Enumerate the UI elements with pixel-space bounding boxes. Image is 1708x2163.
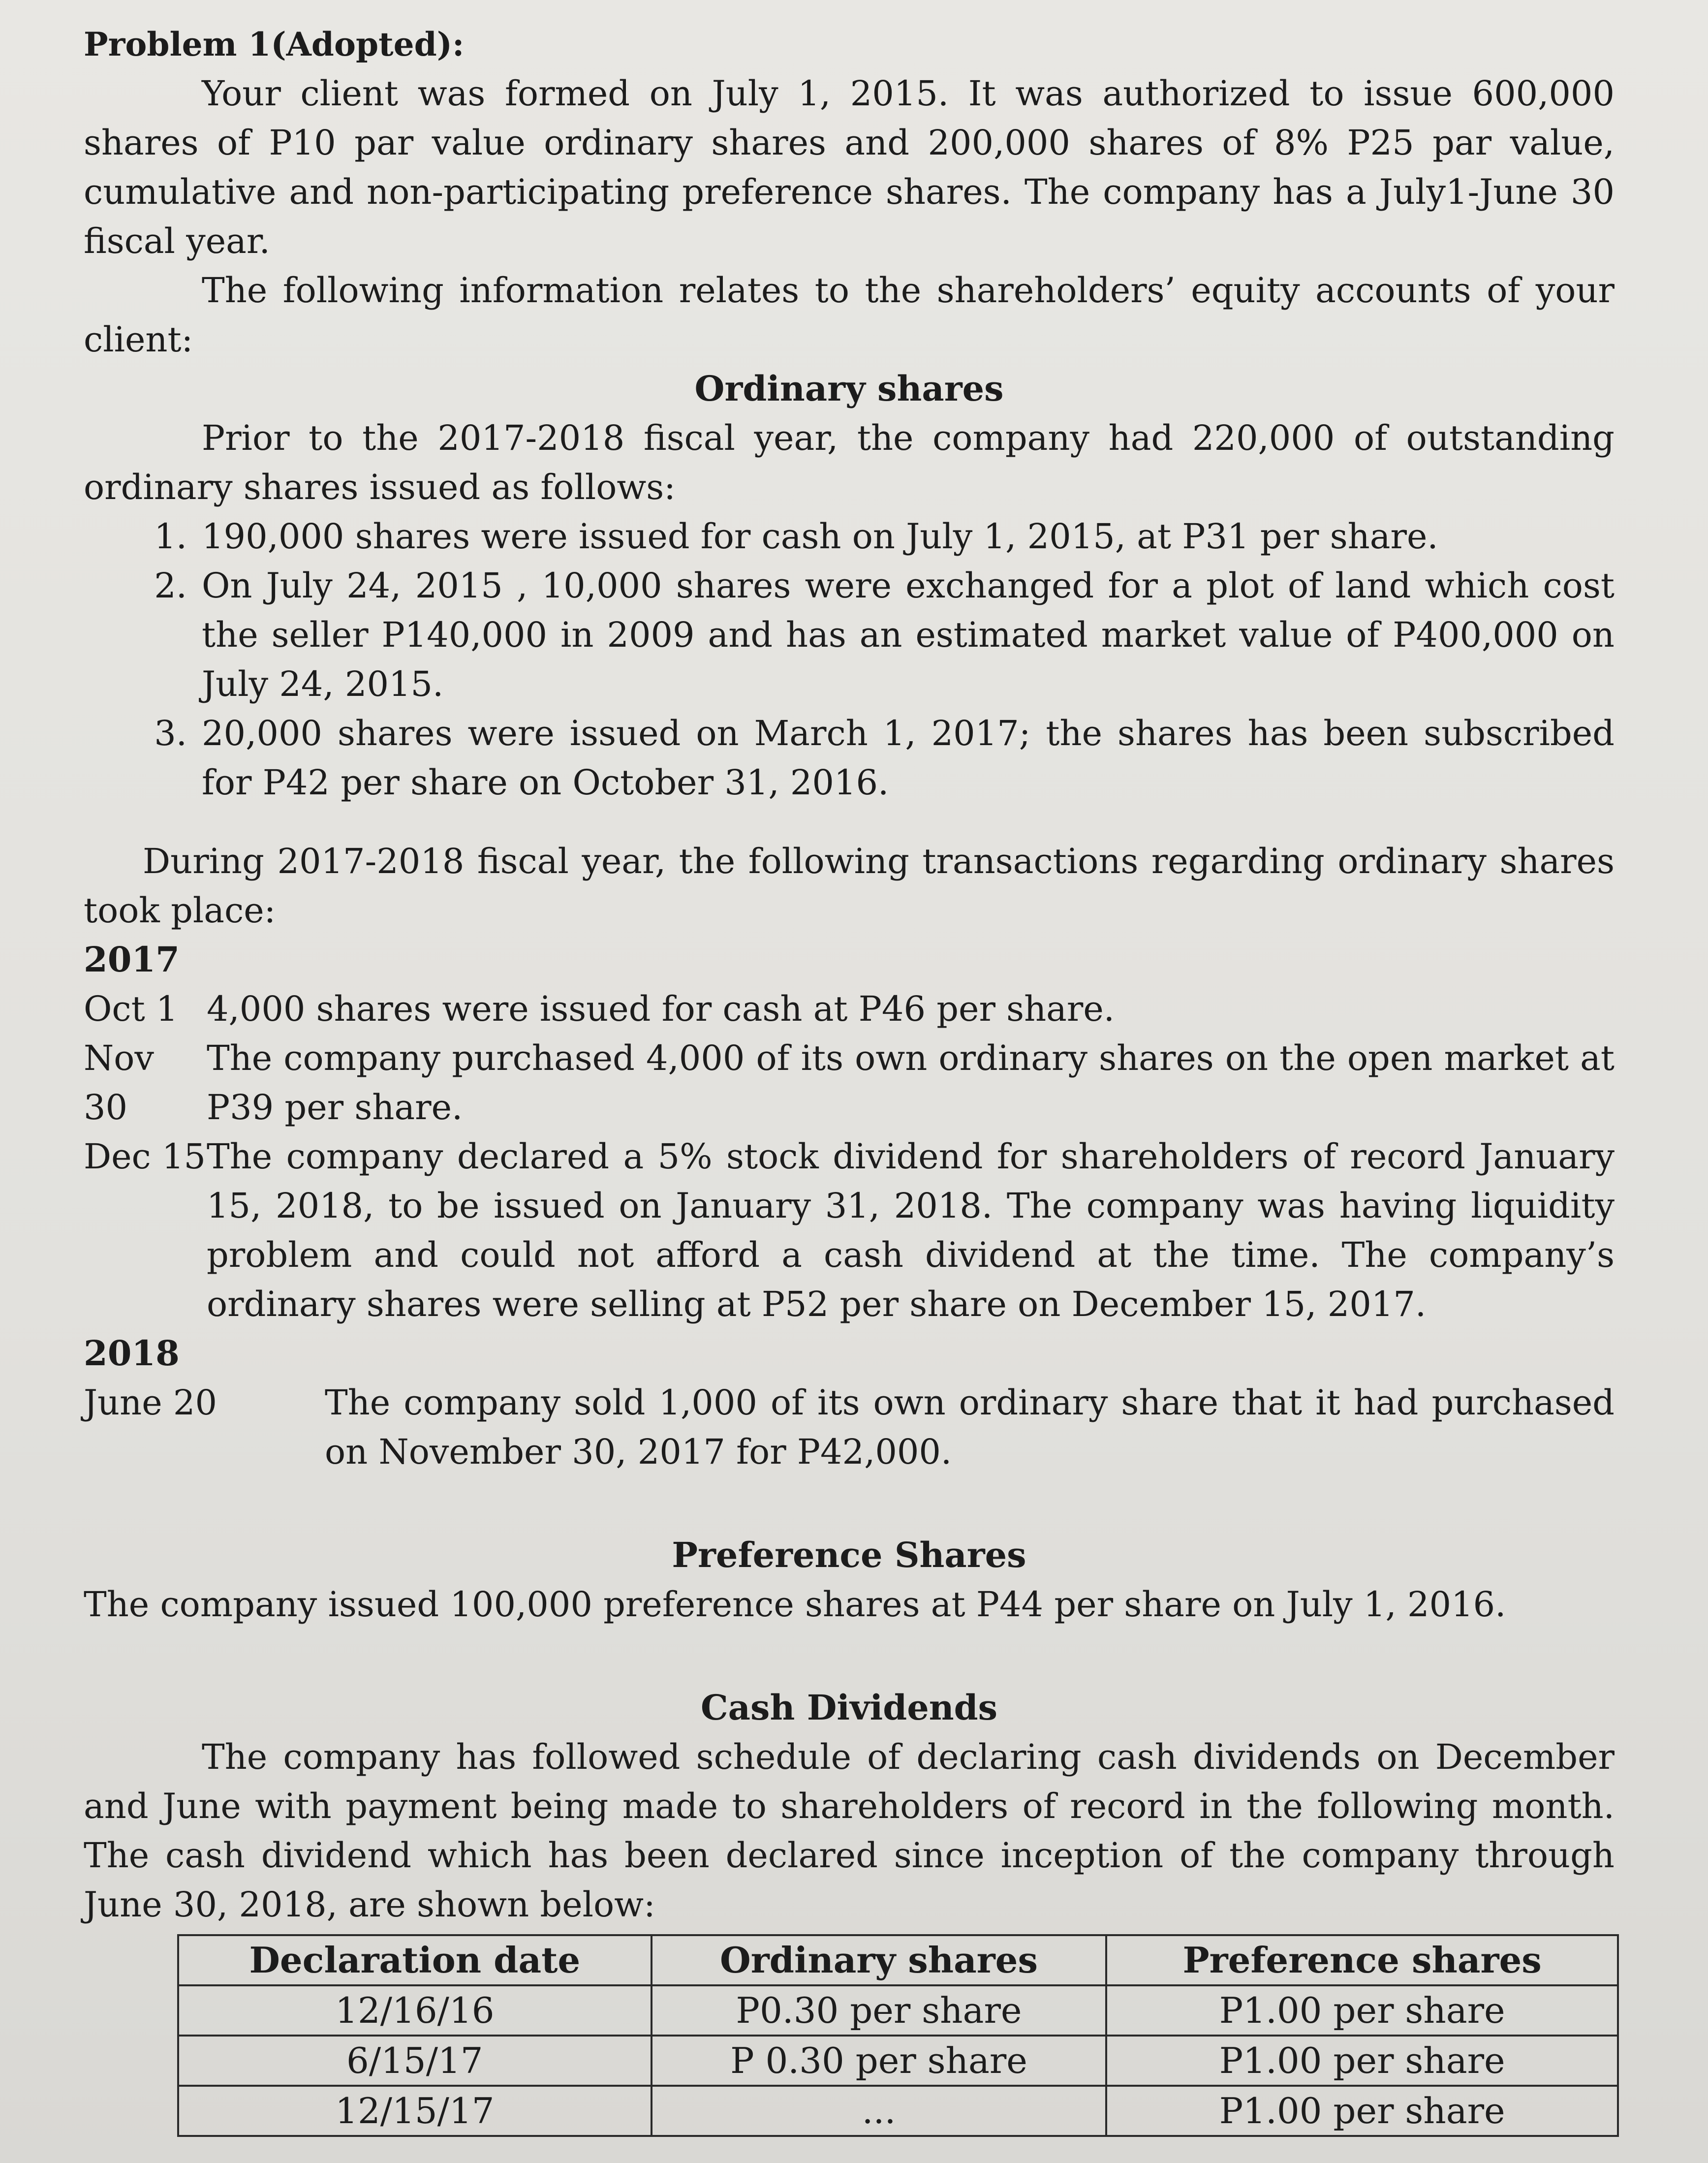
prior-paragraph: Prior to the 2017-2018 fiscal year, the company had 220,000 of outstanding ordinary shares issued as follows: [84, 418, 1615, 507]
table-row [178, 2036, 1618, 2086]
transaction-date: Oct 1 [84, 989, 178, 1029]
preference-paragraph: The company issued 100,000 preference shares at P44 per share on July 1, 2016. [84, 1584, 1506, 1625]
year-2017: 2017 [84, 939, 180, 980]
list-item [84, 561, 1615, 709]
dividends-table [177, 1934, 1619, 2137]
transaction-nov30 [84, 1034, 1615, 1132]
list-item [84, 512, 1615, 561]
table-cell: ... [652, 2086, 1107, 2136]
list-item [84, 709, 1615, 807]
list-item-number: 1. [154, 516, 187, 557]
transaction-dec15 [84, 1132, 1615, 1329]
problem-title: Problem 1(Adopted): [84, 25, 465, 63]
table-cell: 12/15/17 [178, 2086, 652, 2136]
during-paragraph: During 2017-2018 fiscal year, the following transactions regarding ordinary shares took place: [84, 841, 1615, 931]
table-header-cell: Ordinary shares [652, 1935, 1107, 1985]
transaction-text: 4,000 shares were issued for cash at P46 per share. [207, 989, 1115, 1029]
info-paragraph: The following information relates to the shareholders’ equity accounts of your client: [84, 270, 1615, 360]
transaction-text: The company purchased 4,000 of its own ordinary shares on the open market at P39 per share. [207, 1038, 1615, 1128]
list-item-number: 2. [154, 565, 187, 606]
list-item-number: 3. [154, 713, 187, 753]
table-row [178, 2086, 1618, 2136]
issuance-list [84, 512, 1615, 807]
cash-dividends-heading: Cash Dividends [700, 1687, 998, 1728]
list-item-text: On July 24, 2015 , 10,000 shares were exchanged for a plot of land which cost the seller P140,000 in 2009 and has an estimated market value of P400,000 on July 24, 2015. [202, 565, 1615, 704]
table-cell: P 0.30 per share [652, 2036, 1107, 2086]
table-header-cell: Declaration date [178, 1935, 652, 1985]
table-cell: P1.00 per share [1106, 2086, 1618, 2136]
transaction-text: The company sold 1,000 of its own ordinary share that it had purchased on November 30, 2017 for P42,000. [325, 1382, 1615, 1472]
table-header-row [178, 1935, 1618, 1985]
table-header-cell: Preference shares [1106, 1935, 1618, 1985]
table-cell: P0.30 per share [652, 1985, 1107, 2036]
transaction-date: Nov 30 [84, 1038, 154, 1128]
cash-dividends-paragraph: The company has followed schedule of declaring cash dividends on December and June with payment being made to shareholders of record in the following month. The cash dividend which has been declared since inception of the company through June 30, 2018, are shown below: [84, 1737, 1615, 1925]
year-2018: 2018 [84, 1333, 180, 1374]
transaction-oct1 [84, 984, 1615, 1034]
ordinary-shares-heading: Ordinary shares [694, 368, 1004, 409]
list-item-text: 20,000 shares were issued on March 1, 2017; the shares has been subscribed for P42 per share on October 31, 2016. [202, 713, 1615, 803]
table-row [178, 1985, 1618, 2036]
transaction-date: June 20 [84, 1382, 217, 1423]
table-cell: 6/15/17 [178, 2036, 652, 2086]
transaction-date: Dec 15 [84, 1136, 206, 1177]
transaction-jun20 [84, 1378, 1615, 1476]
intro-paragraph: Your client was formed on July 1, 2015. It was authorized to issue 600,000 shares of P10 par value ordinary shares and 200,000 shares of 8% P25 par value, cumulative and non-participating preference shares. The company has a July1-June 30 fiscal year. [84, 73, 1615, 261]
list-item-text: 190,000 shares were issued for cash on July 1, 2015, at P31 per share. [202, 516, 1438, 557]
table-cell: 12/16/16 [178, 1985, 652, 2036]
transaction-text: The company declared a 5% stock dividend for shareholders of record January 15, 2018, to be issued on January 31, 2018. The company was having liquidity problem and could not afford a cash dividend at the time. The company’s ordinary shares were selling at P52 per share on December 15, 2017. [207, 1136, 1615, 1324]
preference-shares-heading: Preference Shares [672, 1535, 1026, 1575]
table-cell: P1.00 per share [1106, 2036, 1618, 2086]
table-cell: P1.00 per share [1106, 1985, 1618, 2036]
